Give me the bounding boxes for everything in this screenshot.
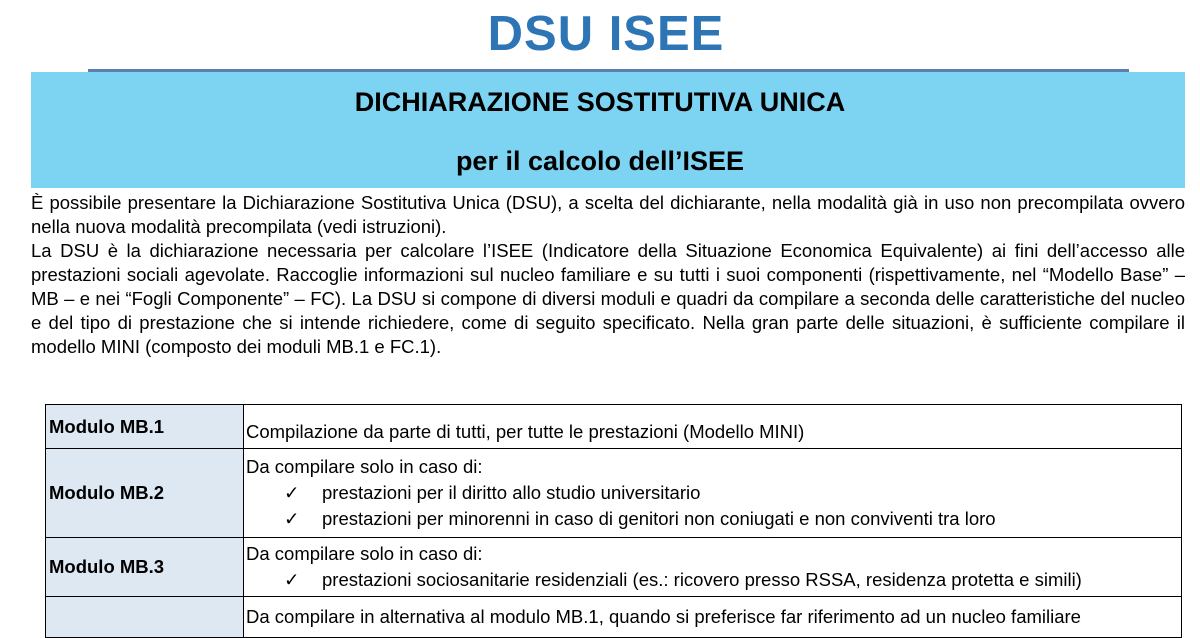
table-row	[46, 538, 1182, 597]
list-item-text: prestazioni sociosanitarie residenziali (es.: ricovero presso RSSA, residenza protetta e simili)	[322, 569, 1082, 590]
module-label	[46, 597, 244, 638]
module-label: Modulo MB.2	[46, 449, 244, 538]
intro-paragraph-1: È possibile presentare la Dichiarazione Sostitutiva Unica (DSU), a scelta del dichiarante, nella modalità già in uso non precompilata ovvero nella nuova modalità precompilata (vedi istruzioni).	[31, 192, 1185, 237]
document-title: DSU ISEE	[487, 7, 725, 61]
list-item	[246, 506, 1181, 532]
checkmark-icon: ✓	[284, 569, 300, 590]
banner-heading: DICHIARAZIONE SOSTITUTIVA UNICA	[354, 87, 846, 117]
list-item	[246, 480, 1181, 506]
checkmark-icon: ✓	[284, 482, 300, 503]
checkmark-icon: ✓	[284, 508, 300, 529]
module-label: Modulo MB.3	[46, 538, 244, 597]
intro-paragraph-2: La DSU è la dichiarazione necessaria per calcolare l’ISEE (Indicatore della Situazione Economica Equivalente) ai fini dell’accesso alle prestazioni sociali agevolate. Raccoglie informazioni sul nucleo familiare e su tutti i suoi componenti (rispettivamente, nel “Modello Base” – MB – e nei “Fogli Componente” – FC). La DSU si compone di diversi moduli e quadri da compilare a seconda delle caratteristiche del nucleo e del tipo di prestazione che si intende richiedere, come di seguito specificato. Nella gran parte delle situazioni, è sufficiente compilare il modello MINI (composto dei moduli MB.1 e FC.1).	[31, 240, 1185, 357]
module-description: Da compilare solo in caso di:	[246, 543, 483, 564]
modules-table	[45, 404, 1182, 638]
banner-subheading: per il calcolo dell’ISEE	[455, 146, 745, 176]
module-description: Da compilare in alternativa al modulo MB.1, quando si preferisce far riferimento ad un nucleo familiare	[244, 597, 1182, 638]
module-description-cell	[244, 538, 1182, 597]
table-row	[46, 597, 1182, 638]
table-row	[46, 405, 1182, 449]
module-description: Da compilare solo in caso di:	[246, 456, 483, 477]
table-row	[46, 449, 1182, 538]
list-item-text: prestazioni per il diritto allo studio universitario	[322, 482, 701, 503]
list-item-text: prestazioni per minorenni in caso di genitori non coniugati e non conviventi tra loro	[322, 508, 996, 529]
module-description-cell	[244, 449, 1182, 538]
list-item	[246, 567, 1181, 593]
module-description: Compilazione da parte di tutti, per tutte le prestazioni (Modello MINI)	[244, 405, 1182, 449]
module-label: Modulo MB.1	[46, 405, 244, 449]
intro-text	[31, 191, 1185, 359]
